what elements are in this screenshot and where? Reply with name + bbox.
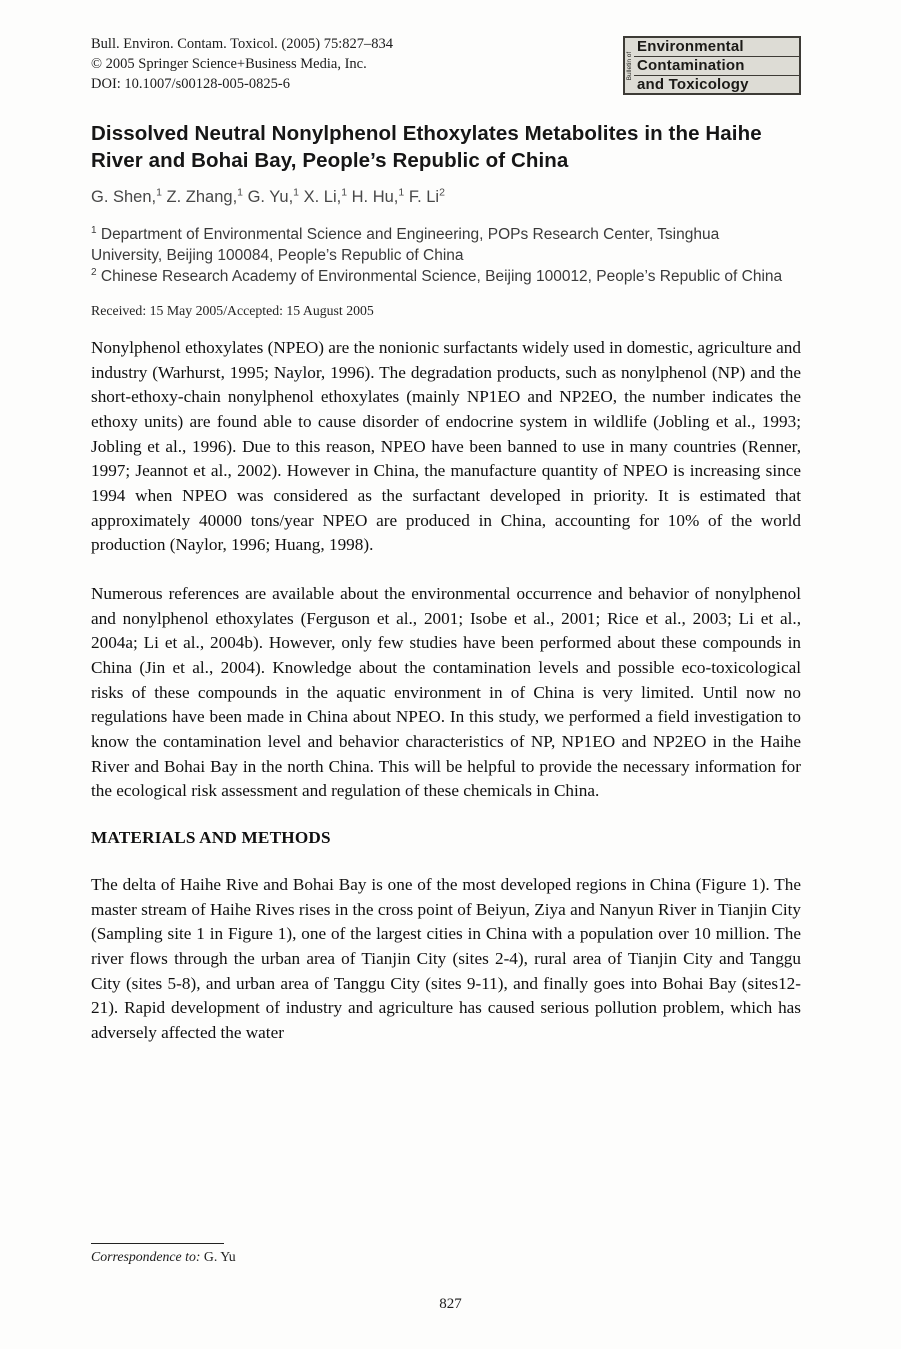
page-number: 827 — [439, 1296, 462, 1312]
correspondence-note — [91, 1249, 236, 1265]
author-name: Z. Zhang,$^1$ — [161, 186, 244, 207]
doi-line: DOI: 10.1007/s00128-005-0825-6 — [91, 76, 290, 92]
affiliation-list — [91, 224, 789, 288]
journal-logo-line: Environmental — [634, 38, 799, 57]
journal-logo — [623, 36, 801, 95]
body-paragraph: The delta of Haihe Rive and Bohai Bay is one of the most developed regions in China (Figure 1). The master stream of Haihe Rives rises in the cross point of Beiyun, Ziya and Nanyun River in Tianjin City (Sampling site 1 in Figure 1), one of the largest cities in China with a population over 10 million. The river flows through the urban area of Tianjin City (sites 2-4), rural area of Tianjin City and Tanggu City (sites 5-8), and urban area of Tanggu City (sites 9-11), and finally goes into Bohai Bay (sites12-21). Rapid development of industry and agriculture has caused serious pollution problem, which has adversely affected the water — [91, 874, 801, 1042]
affiliation-marker: 1 — [91, 225, 97, 237]
author-name: F. Li$^2$ — [404, 186, 445, 207]
author-name: X. Li,$^1$ — [299, 186, 348, 207]
footnote-rule — [91, 1243, 224, 1244]
journal-logo-line: Contamination — [634, 57, 799, 76]
journal-citation-block — [91, 34, 393, 94]
page-header — [91, 34, 801, 95]
affiliation-marker: 2 — [91, 267, 97, 279]
journal-citation: Bull. Environ. Contam. Toxicol. (2005) 75:827–834 — [91, 36, 393, 52]
introduction-section — [91, 336, 801, 804]
journal-logo-title — [634, 38, 799, 93]
copyright-line: © 2005 Springer Science+Business Media, Inc. — [91, 56, 367, 72]
author-name: G. Shen,$^1$ — [91, 186, 162, 207]
body-paragraph: Numerous references are available about the environmental occurrence and behavior of nonylphenol and nonylphenol ethoxylates (Ferguson et al., 2001; Isobe et al., 2001; Rice et al., 2003; Li et al., 2004a; Li et al., 2004b). However, only few studies have been performed about these compounds in China (Jin et al., 2004). Knowledge about the contamination levels and possible eco-toxicological risks of these compounds in the aquatic environment in of China is very limited. Until now no regulations have been made in China about NPEO. In this study, we performed a field investigation to know the contamination level and behavior characteristics of NP, NP1EO and NP2EO in the Haihe River and Bohai Bay in the north China. This will be helpful to provide the necessary information for the ecological risk assessment and regulation of these chemicals in China. — [91, 583, 801, 801]
author-name: H. Hu,$^1$ — [347, 186, 405, 207]
author-affiliation-marker: 1 — [156, 186, 162, 199]
section-heading-materials-methods: MATERIALS AND METHODS — [91, 827, 331, 847]
received-accepted-line: Received: 15 May 2005/Accepted: 15 August 2005 — [91, 302, 374, 318]
author-affiliation-marker: 1 — [293, 186, 300, 199]
article-title: Dissolved Neutral Nonylphenol Ethoxylates Metabolites in the Haihe River and Bohai Bay, People’s Republic of China — [91, 122, 762, 173]
body-paragraph: Nonylphenol ethoxylates (NPEO) are the nonionic surfactants widely used in domestic, agriculture and industry (Warhurst, 1995; Naylor, 1996). The degradation products, such as nonylphenol (NP) and the short-ethoxy-chain nonylphenol ethoxylates (mainly NP1EO and NP2EO, the number indicates the ethoxy units) are found able to cause disorder of endocrine system in wildlife (Jobling et al., 1993; Jobling et al., 1996). Due to this reason, NPEO have been banned to use in many countries (Renner, 1997; Jeannot et al., 2002). However in China, the manufacture quantity of NPEO is increasing since 1994 when NPEO was considered as the surfactant developed in priority. It is estimated that approximately 40000 tons/year NPEO are produced in China, accounting for 10% of the world production (Naylor, 1996; Huang, 1998). — [91, 337, 801, 555]
correspondence-value: G. Yu — [203, 1249, 236, 1264]
author-affiliation-marker: 1 — [341, 186, 348, 199]
affiliation: $^1$ Department of Environmental Science and Engineering, POPs Research Center, Tsinghua University, Beijing 100084, People’s Republic of China — [91, 225, 720, 264]
methods-section — [91, 873, 801, 1046]
author-list — [91, 187, 801, 208]
author-name: G. Yu,$^1$ — [243, 186, 300, 207]
correspondence-label: Correspondence to: — [91, 1249, 201, 1264]
author-affiliation-marker: 2 — [439, 186, 445, 199]
author-affiliation-marker: 1 — [398, 186, 405, 199]
journal-logo-line: and Toxicology — [637, 75, 749, 93]
author-affiliation-marker: 1 — [237, 186, 244, 199]
journal-logo-bulletin-of: Bulletin of — [626, 51, 633, 80]
affiliation: $^2$ Chinese Research Academy of Environmental Science, Beijing 100012, People’s Republic of China — [91, 267, 783, 286]
